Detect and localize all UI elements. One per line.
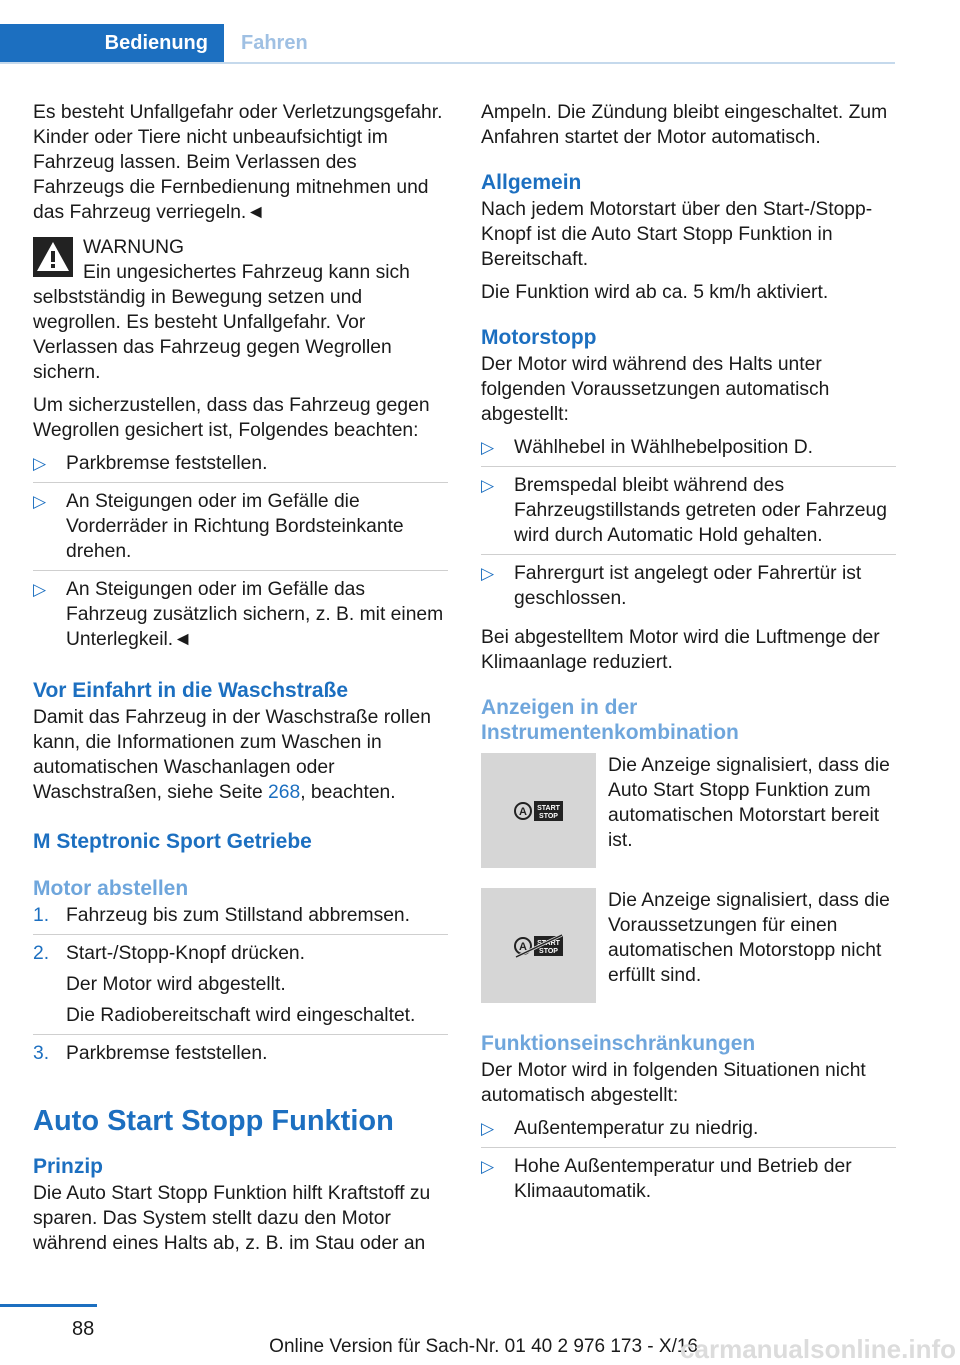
- triangle-bullet-icon: ▷: [481, 1119, 495, 1138]
- auto-start-stop-ready-icon: [481, 753, 596, 868]
- list-item: ▷ Wählhebel in Wählhebelposition D.: [481, 435, 896, 467]
- list-item: 1. Fahrzeug bis zum Stillstand abbremsen.: [33, 903, 448, 935]
- list-item: ▷ Hohe Außentemperatur und Betrieb der Klimaautomatik.: [481, 1156, 852, 1202]
- list-item: ▷ Bremspedal bleibt während des Fahrzeugstillstands getreten oder Fahrzeug wird durch Automatic Hold gehalten.: [481, 473, 896, 555]
- svg-text:STOP: STOP: [538, 947, 558, 955]
- list-item: ▷ An Steigungen oder im Gefälle die Vorderräder in Richtung Bordsteinkante drehen.: [33, 489, 448, 571]
- heading-waschstrasse: Vor Einfahrt in die Waschstraße: [33, 679, 349, 702]
- warning-block: [33, 235, 448, 260]
- list-item: ▷ An Steigungen oder im Gefälle das Fahrzeug zusätzlich sichern, z. B. mit einem Unterlegkeil.◄: [33, 579, 444, 650]
- heading-motorstopp: Motorstopp: [481, 326, 597, 349]
- triangle-bullet-icon: ▷: [481, 476, 495, 495]
- triangle-bullet-icon: ▷: [33, 580, 47, 599]
- motorstopp-paragraph: Der Motor wird während des Halts unter folgenden Voraussetzungen automatisch abgestellt:: [481, 354, 830, 425]
- svg-text:STOP: STOP: [538, 812, 558, 820]
- svg-text:A: A: [518, 940, 527, 953]
- tab-fahren[interactable]: Fahren: [241, 31, 308, 54]
- tab-bedienung[interactable]: Bedienung: [0, 24, 224, 62]
- svg-text:A: A: [518, 805, 527, 818]
- page-number: 88: [72, 1318, 95, 1340]
- display-ready: [481, 753, 896, 868]
- svg-text:START: START: [536, 804, 560, 812]
- heading-prinzip: Prinzip: [33, 1155, 104, 1178]
- top-header-bar: [0, 0, 895, 64]
- list-item: ▷ Außentemperatur zu niedrig.: [481, 1116, 896, 1148]
- list-item: 3. Parkbremse feststellen.: [33, 1043, 268, 1064]
- check-paragraph: Um sicherzustellen, dass das Fahrzeug gegen Wegrollen gesichert ist, Folgendes beachten:: [33, 395, 430, 441]
- heading-anzeigen: Anzeigen in der Instrumentenkombination: [481, 696, 739, 744]
- allgemein-paragraph-2: Die Funktion wird ab ca. 5 km/h aktiviert.: [481, 282, 829, 303]
- watermark: carmanualsonline.info: [680, 1334, 956, 1364]
- auto-start-stop-unavailable-icon: [481, 888, 596, 1003]
- continued-paragraph: Ampeln. Die Zündung bleibt eingeschaltet. Zum Anfahren startet der Motor automatisch.: [481, 102, 888, 148]
- display-not-met: [481, 888, 896, 1003]
- list-item: 2. Start-/Stopp-Knopf drücken. Der Motor wird abgestellt. Die Radiobereitschaft wird eingeschaltet.: [33, 941, 448, 1035]
- einschr-bullet-list: [481, 1116, 896, 1210]
- display-ready-text: Die Anzeige signalisiert, dass die Auto Start Stopp Funktion zum automatischen Motorstart bereit ist.: [608, 755, 890, 851]
- svg-text:START: START: [536, 939, 560, 947]
- klima-paragraph: Bei abgestelltem Motor wird die Luftmenge der Klimaanlage reduziert.: [481, 627, 880, 673]
- heading-steptronic: M Steptronic Sport Getriebe: [33, 830, 312, 853]
- display-not-met-text: Die Anzeige signalisiert, dass die Voraussetzungen für einen automatischen Motorstopp nicht erfüllt sind.: [608, 890, 890, 986]
- einschr-paragraph: Der Motor wird in folgenden Situationen nicht automatisch abgestellt:: [481, 1060, 866, 1106]
- step-list: [33, 903, 448, 1072]
- triangle-bullet-icon: ▷: [481, 438, 495, 457]
- triangle-bullet-icon: ▷: [33, 454, 47, 473]
- list-item: ▷ Parkbremse feststellen.: [33, 451, 448, 483]
- motorstopp-bullet-list: [481, 435, 896, 617]
- allgemein-paragraph-1: Nach jedem Motorstart über den Start-/Stopp-Knopf ist die Auto Start Stopp Funktion in Bereitschaft.: [481, 199, 873, 270]
- warning-title: WARNUNG: [83, 237, 185, 258]
- online-version-note: Online Version für Sach-Nr. 01 40 2 976 173 - X/16: [269, 1336, 698, 1357]
- heading-motor-abstellen: Motor abstellen: [33, 877, 189, 900]
- footer-accent-line: [0, 1304, 97, 1307]
- intro-paragraph: Es besteht Unfallgefahr oder Verletzungsgefahr. Kinder oder Tiere nicht unbeaufsichtigt im Fahrzeug lassen. Beim Verlassen des Fahrzeugs die Fernbedienung mitnehmen und das Fahrzeug verriegeln.◄: [33, 102, 443, 223]
- heading-auto-start-stopp: Auto Start Stopp Funktion: [33, 1105, 394, 1137]
- triangle-bullet-icon: ▷: [481, 564, 495, 583]
- heading-funktionseinschraenkungen: Funktionseinschränkungen: [481, 1032, 756, 1055]
- left-column: [33, 100, 448, 1264]
- warning-triangle-icon: [33, 237, 73, 277]
- heading-allgemein: Allgemein: [481, 171, 582, 194]
- triangle-bullet-icon: ▷: [481, 1157, 495, 1176]
- right-column: [481, 100, 896, 1218]
- triangle-bullet-icon: ▷: [33, 492, 47, 511]
- prinzip-paragraph: Die Auto Start Stopp Funktion hilft Kraftstoff zu sparen. Das System stellt dazu den Motor während eines Halts ab, z. B. im Stau oder an: [33, 1183, 431, 1254]
- wash-paragraph: Damit das Fahrzeug in der Waschstraße rollen kann, die Informationen zum Waschen in automatischen Waschanlagen oder Waschstraßen, siehe Seite 268, beachten.: [33, 707, 431, 803]
- page-link-268[interactable]: 268: [268, 782, 301, 803]
- warning-text: Ein ungesichertes Fahrzeug kann sich selbstständig in Bewegung setzen und wegrollen. Es besteht Unfallgefahr. Vor Verlassen das Fahrzeug gegen Wegrollen sichern.: [33, 262, 410, 383]
- list-item: ▷ Fahrergurt ist angelegt oder Fahrertür ist geschlossen.: [481, 563, 862, 609]
- safety-bullet-list: [33, 451, 448, 658]
